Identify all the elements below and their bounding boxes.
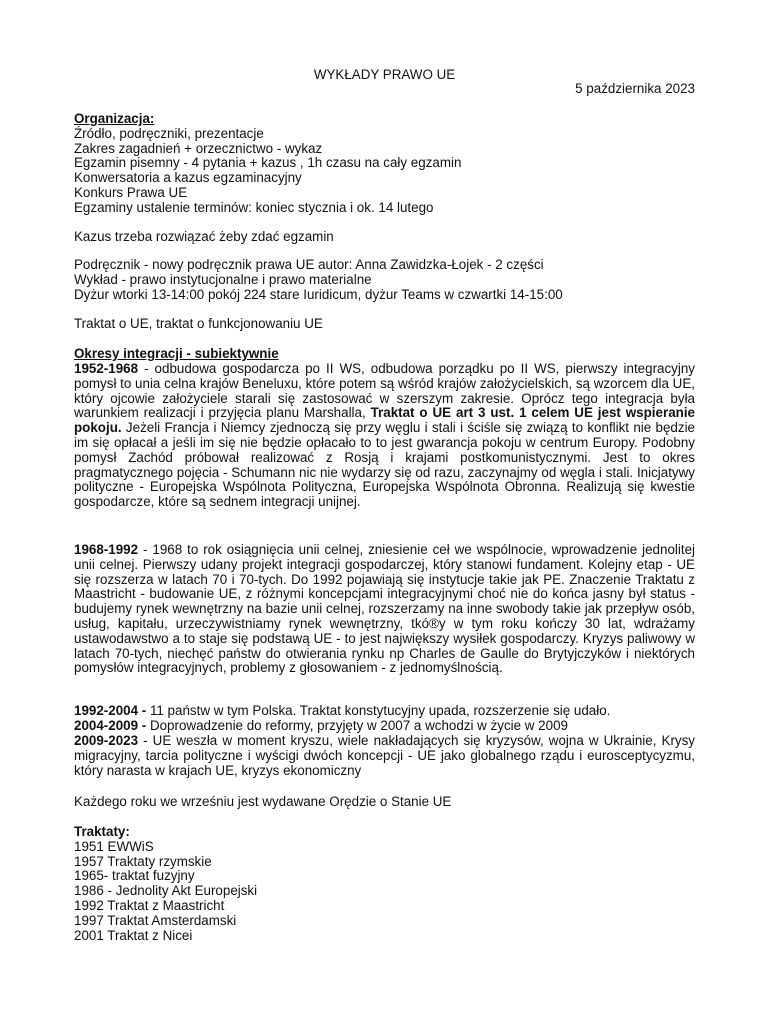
period-term: 1992-2004 - xyxy=(74,703,147,718)
traktaty-section xyxy=(74,825,695,943)
list-item: 1992 Traktat z Maastricht xyxy=(74,897,225,913)
info-line: Wykład - prawo instytucjonalne i prawo materialne xyxy=(74,271,372,287)
oredzie-note xyxy=(74,795,695,810)
period-term: 2009-2023 xyxy=(74,733,139,748)
list-item: 1965- traktat fuzyjny xyxy=(74,868,195,884)
period-text: Doprowadzenie do reformy, przyjęty w 2007 a wchodzi w życie w 2009 xyxy=(146,718,568,733)
organizacja-section xyxy=(74,112,695,216)
kazus-text: Kazus trzeba rozwiązać żeby zdać egzamin xyxy=(74,229,334,244)
traktat-text: Traktat o UE, traktat o funkcjonowaniu UE xyxy=(74,316,323,331)
okresy-heading-block xyxy=(74,347,695,362)
period-term: 2004-2009 - xyxy=(74,718,147,733)
okresy-heading: Okresy integracji - subiektywnie xyxy=(74,346,279,361)
period-text: Jeżeli Francja i Niemcy zjednoczą się przy węglu i stali i ściśle się związą to konflikt nie będzie im się opłacał a jeśli im się nie będzie opłacało to to jest gwarancja pokoju w centrum Europy. Podobny pomysł Zachód próbował realizować z Rosją i krajami postkomunistycznymi. Jest to okres pragmatycznego pojęcia - Schumann nic nie wydarzy się od razu, zaczynajmy od węgla i stali. Inicjatywy polityczne - Europejska Wspólnota Polityczna, Europejska Wspólnota Obronna. Realizują się kwestie gospodarcze, które są sednem integracji unijnej. xyxy=(74,420,695,510)
info-line: Dyżur wtorki 13-14:00 pokój 224 stare Iuridicum, dyżur Teams w czwartki 14-15:00 xyxy=(74,286,563,302)
traktat-note xyxy=(74,317,695,332)
period-2009-2023 xyxy=(74,734,695,778)
period-text: 11 państw w tym Polska. Traktat konstytucyjny upada, rozszerzenie się udało. xyxy=(146,703,611,718)
list-item: Zakres zagadnień + orzecznictwo - wykaz xyxy=(74,140,323,156)
list-item: Egzaminy ustalenie terminów: koniec stycznia i ok. 14 lutego xyxy=(74,199,434,215)
list-item: Źródło, podręczniki, prezentacje xyxy=(74,125,264,141)
period-2004-2009 xyxy=(74,719,695,734)
document-title: WYKŁADY PRAWO UE xyxy=(313,67,456,82)
list-item: Egzamin pisemny - 4 pytania + kazus , 1h czasu na cały egzamin xyxy=(74,155,462,171)
info-line: Podręcznik - nowy podręcznik prawa UE autor: Anna Zawidzka-Łojek - 2 części xyxy=(74,257,544,272)
list-item: Konkurs Prawa UE xyxy=(74,184,188,200)
period-term: 1968-1992 xyxy=(74,542,139,557)
traktaty-heading: Traktaty: xyxy=(74,824,130,839)
info-section xyxy=(74,258,695,302)
period-highlight: Traktat o UE art 3 ust. 1 celem UE jest wspieranie pokoju. xyxy=(74,405,695,436)
period-text: - UE weszła w moment kryszu, wiele nakładających się kryzysów, wojna w Ukrainie, Krysy migracyjny, tarcia polityczne i wyścigi dwóch koncepcji - UE jako globalnego rządu i eurosceptycyzmu, który narasta w krajach UE, kryzys ekonomiczny xyxy=(74,733,695,778)
list-item: 2001 Traktat z Nicei xyxy=(74,927,193,943)
period-1952-1968 xyxy=(74,362,695,510)
period-text: - odbudowa gospodarcza po II WS, odbudowa porządku po II WS, pierwszy integracyjny pomysł to unia celna krajów Beneluxu, które potem są wśród krajów założycielskich, są wzorcem dla UE, który ojcowie założyciele starali się zastosować w szerszym zakresie. Oprócz tego integracja była warunkiem realizacji i przyjęcia planu Marshalla, xyxy=(74,361,695,421)
list-item: 1997 Traktat Amsterdamski xyxy=(74,912,237,928)
period-text: - 1968 to rok osiągnięcia unii celnej, zniesienie ceł we wspólnocie, wprowadzenie jednolitej unii celnej. Pierwszy udany projekt integracji gospodarczej, który stanowi fundament. Kolejny etap - UE się rozszerza w latach 70 i 70-tych. Do 1992 pojawiają się instytucje takie jak PE. Znaczenie Traktatu z Maastricht - budowanie UE, z różnymi koncepcjami integracyjnymi choć nie do końca jasny był status - budujemy rynek wewnętrzny na bazie unii celnej, rozszerzamy na inne swobody takie jak przepływ osób, usług, kapitału, urzeczywistniamy rynek wewnętrzny, tkó®y w tym roku kończy 30 lat, wdrażamy ustawodawstwo a to staje się podstawą UE - to jest największy wysiłek gospodarczy. Kryzys paliwowy w latach 70-tych, niechęć państw do otwierania rynku np Charles de Gaulle do Brytyjczyków i niektórych pomysłów integracyjnych, problemy z głosowaniem - z jednomyślnością. xyxy=(74,542,695,676)
list-item: Konwersatoria a kazus egzaminacyjny xyxy=(74,170,302,186)
organizacja-heading: Organizacja: xyxy=(74,111,155,126)
period-1968-1992 xyxy=(74,543,695,676)
oredzie-text: Każdego roku we wrześniu jest wydawane Orędzie o Stanie UE xyxy=(74,794,452,809)
document-date: 5 października 2023 xyxy=(575,81,695,96)
period-term: 1952-1968 xyxy=(74,361,139,376)
period-1992-2004 xyxy=(74,704,695,719)
list-item: 1986 - Jednolity Akt Europejski xyxy=(74,883,258,899)
list-item: 1957 Traktaty rzymskie xyxy=(74,853,212,869)
kazus-note xyxy=(74,230,695,245)
list-item: 1951 EWWiS xyxy=(74,838,154,854)
